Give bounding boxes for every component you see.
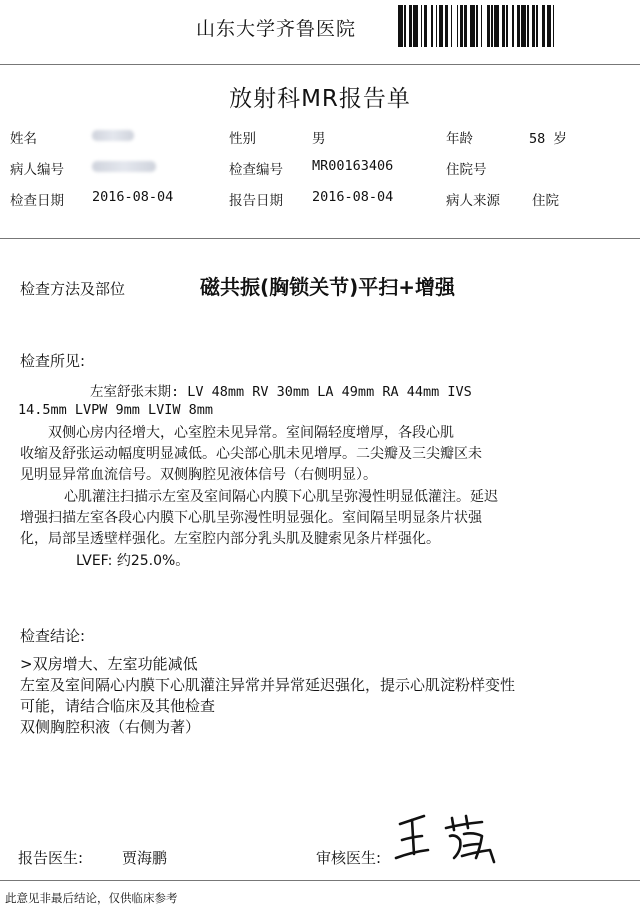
reviewer-label: 审核医生: xyxy=(316,849,382,867)
exam-no-value: MR00163406 xyxy=(312,158,394,174)
footer-divider xyxy=(0,880,640,881)
reviewer-signature xyxy=(390,806,510,866)
exam-date-value: 2016-08-04 xyxy=(92,189,174,205)
findings-line: 左室舒张末期: LV 48mm RV 30mm LA 49mm RA 44mm IVS xyxy=(90,384,472,400)
header-divider xyxy=(0,64,640,65)
name-label: 姓名 xyxy=(10,131,37,147)
findings-line: 14.5mm LVPW 9mm LVIW 8mm xyxy=(18,402,214,418)
sex-value: 男 xyxy=(312,131,326,147)
exam-method-label: 检查方法及部位 xyxy=(20,280,126,298)
findings-line: 心肌灌注扫描示左室及室间隔心内膜下心肌呈弥漫性明显低灌注。延迟 xyxy=(64,489,498,505)
exam-method-value: 磁共振(胸锁关节)平扫+增强 xyxy=(200,275,456,299)
report-date-value: 2016-08-04 xyxy=(312,189,394,205)
patient-no-redacted xyxy=(92,161,156,172)
conclusion-line: 左室及室间隔心内膜下心肌灌注异常并异常延迟强化，提示心肌淀粉样变性 xyxy=(20,676,516,694)
source-value: 住院 xyxy=(532,193,559,209)
barcode xyxy=(398,5,634,47)
findings-line: 见明显异常血流信号。双侧胸腔见液体信号（右侧明显）。 xyxy=(20,467,377,483)
reporter-name: 贾海鹏 xyxy=(122,849,168,867)
conclusion-line: 可能，请结合临床及其他检查 xyxy=(20,697,216,715)
findings-label: 检查所见: xyxy=(20,352,86,370)
findings-line: 收缩及舒张运动幅度明显减低。心尖部心肌未见增厚。二尖瓣及三尖瓣区未 xyxy=(20,446,482,462)
findings-line: 化，局部呈透壁样强化。左室腔内部分乳头肌及腱索见条片样强化。 xyxy=(20,531,440,547)
source-label: 病人来源 xyxy=(446,193,500,209)
info-divider xyxy=(0,238,640,239)
age-label: 年龄 xyxy=(446,131,473,147)
findings-line: LVEF: 约25.0%。 xyxy=(76,553,190,569)
conclusion-line: 双侧胸腔积液（右侧为著） xyxy=(20,718,201,736)
findings-line: 双侧心房内径增大，心室腔未见异常。室间隔轻度增厚，各段心肌 xyxy=(48,425,454,441)
conclusion-label: 检查结论: xyxy=(20,627,86,645)
report-date-label: 报告日期 xyxy=(229,193,283,209)
report-title: 放射科MR报告单 xyxy=(229,86,411,112)
findings-line: 增强扫描左室各段心内膜下心肌呈弥漫性明显强化。室间隔呈明显条片状强 xyxy=(20,510,482,526)
exam-date-label: 检查日期 xyxy=(10,193,64,209)
inpatient-no-label: 住院号 xyxy=(446,162,487,178)
conclusion-line: >双房增大、左室功能减低 xyxy=(20,655,198,673)
footer-note: 此意见非最后结论，仅供临床参考 xyxy=(5,891,178,905)
age-value: 58 岁 xyxy=(529,131,567,147)
hospital-name: 山东大学齐鲁医院 xyxy=(196,18,357,40)
sex-label: 性别 xyxy=(229,131,256,147)
reporter-label: 报告医生: xyxy=(18,849,84,867)
patient-no-label: 病人编号 xyxy=(10,162,64,178)
exam-no-label: 检查编号 xyxy=(229,162,283,178)
name-redacted xyxy=(92,130,134,141)
